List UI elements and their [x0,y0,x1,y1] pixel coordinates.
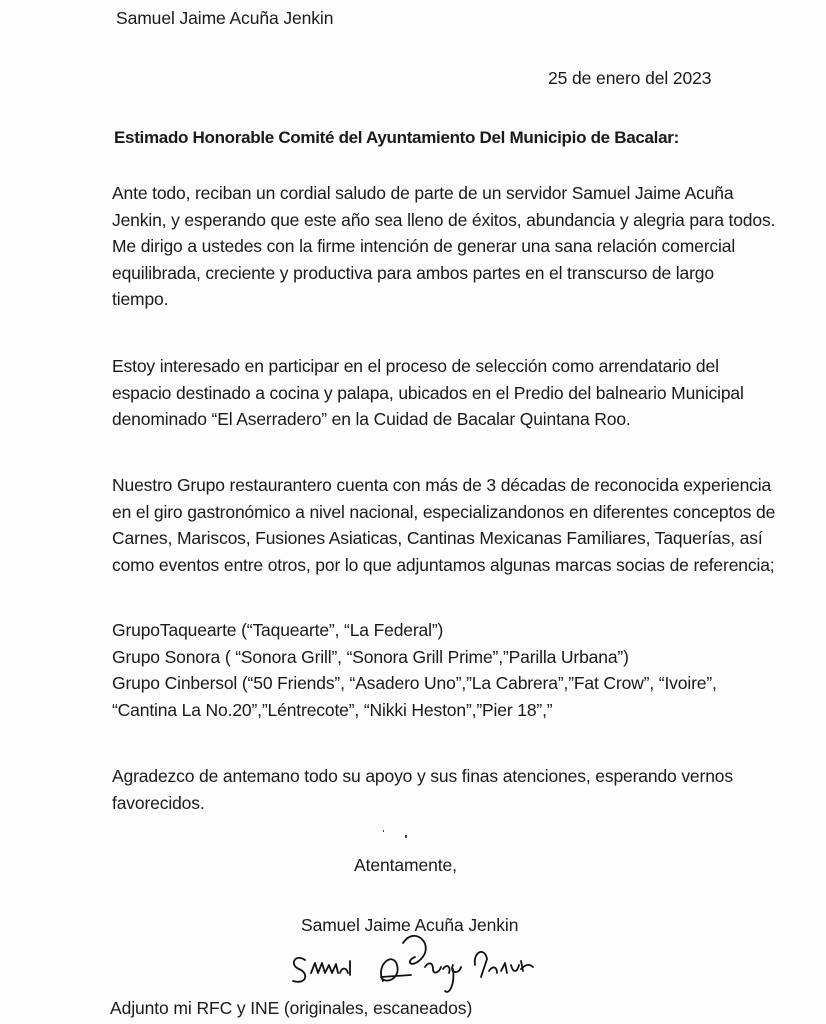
restaurant-groups-list [112,617,717,723]
scan-speck [383,830,384,832]
paragraph-line: equilibrada, creciente y productiva para ambos partes en el transcurso de largo [112,262,714,283]
paragraph-line: Carnes, Mariscos, Fusiones Asiaticas, Cantinas Mexicanas Familiares, Taquerías, así [112,528,763,548]
paragraph-line: Me dirigo a ustedes con la firme intención de generar una sana relación comercial [112,236,736,256]
group-item: GrupoTaquearte (“Taquearte”, “La Federal”) [112,620,444,640]
paragraph-line: Jenkin, y esperando que este año sea lleno de éxitos, abundancia y alegria para todos. [112,209,776,230]
paragraph-thanks [112,763,733,816]
signature-typed-name: Samuel Jaime Acuña Jenkin [301,915,519,935]
paragraph-intro [112,180,776,313]
closing: Atentamente, [354,855,457,875]
group-item: Grupo Cinbersol (“50 Friends”, “Asadero Uno”,”La Cabrera”,”Fat Crow”, “Ivoire”, [112,673,717,693]
paragraph-interest [112,353,744,433]
paragraph-line: en el giro gastronómico a nivel nacional, especializandonos en diferentes conceptos de [112,501,776,522]
group-item: Grupo Sonora ( “Sonora Grill”, “Sonora Grill Prime”,”Parilla Urbana”) [112,646,629,667]
letter-date: 25 de enero del 2023 [548,68,712,88]
paragraph-line: Nuestro Grupo restaurantero cuenta con más de 3 décadas de reconocida experiencia [112,475,772,495]
paragraph-line: como eventos entre otros, por lo que adjuntamos algunas marcas socias de referencia; [112,554,775,575]
paragraph-line: Ante todo, reciban un cordial saludo de parte de un servidor Samuel Jaime Acuña [112,183,734,203]
paragraph-line: favorecidos. [112,792,205,813]
paragraph-line: denominado “El Aserradero” en la Cuidad de Bacalar Quintana Roo. [112,409,631,429]
paragraph-experience [112,472,776,578]
greeting: Estimado Honorable Comité del Ayuntamiento Del Municipio de Bacalar: [114,128,679,147]
paragraph-line: tiempo. [112,289,169,309]
scan-speck [405,835,407,838]
group-item: “Cantina La No.20”,”Léntrecote”, “Nikki Heston”,”Pier 18”,” [112,699,553,720]
handwritten-signature [285,915,585,1005]
paragraph-line: espacio destinado a cocina y palapa, ubicados en el Predio del balneario Municipal [112,382,744,403]
paragraph-line: Estoy interesado en participar en el proceso de selección como arrendatario del [112,356,719,376]
paragraph-line: Agradezco de antemano todo su apoyo y sus finas atenciones, esperando vernos [112,766,733,786]
attachment-note: Adjunto mi RFC y INE (originales, escaneados) [110,998,473,1018]
sender-name: Samuel Jaime Acuña Jenkin [116,8,334,28]
